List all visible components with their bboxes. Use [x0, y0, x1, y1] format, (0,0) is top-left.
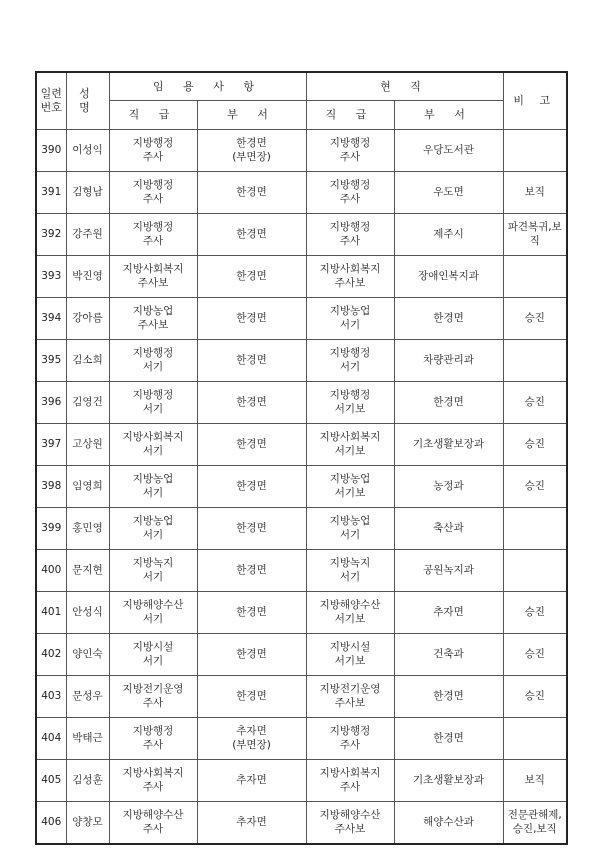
cell-name: 김형남	[66, 172, 109, 214]
col-header-no: 일련 번호	[36, 72, 66, 130]
table-row	[36, 172, 567, 214]
cell-current-dept: 한경면	[394, 298, 503, 340]
cell-current-dept: 한경면	[394, 718, 503, 760]
cell-current-rank: 지방시설 서기보	[306, 634, 394, 676]
cell-name: 문성우	[66, 676, 109, 718]
table-row	[36, 508, 567, 550]
cell-remark: 보직	[503, 760, 567, 802]
cell-name: 박진영	[66, 256, 109, 298]
personnel-table	[35, 71, 568, 845]
cell-remark	[503, 256, 567, 298]
cell-appointment-dept: 추자면	[197, 802, 306, 845]
cell-name: 박태근	[66, 718, 109, 760]
cell-remark: 보직	[503, 172, 567, 214]
cell-no: 390	[36, 130, 66, 172]
cell-appointment-rank: 지방전기운영 주사	[109, 676, 197, 718]
cell-name: 문지현	[66, 550, 109, 592]
cell-name: 양인숙	[66, 634, 109, 676]
cell-current-rank: 지방행정 주사	[306, 718, 394, 760]
cell-current-dept: 추자면	[394, 592, 503, 634]
cell-appointment-rank: 지방사회복지 주사	[109, 760, 197, 802]
cell-current-dept: 한경면	[394, 676, 503, 718]
cell-current-rank: 지방녹지 서기	[306, 550, 394, 592]
cell-no: 404	[36, 718, 66, 760]
cell-no: 406	[36, 802, 66, 845]
cell-no: 400	[36, 550, 66, 592]
table-row	[36, 466, 567, 508]
table-row	[36, 382, 567, 424]
cell-current-rank: 지방사회복지 주사	[306, 760, 394, 802]
col-header-appointment-dept: 부 서	[197, 101, 306, 130]
cell-no: 402	[36, 634, 66, 676]
cell-appointment-dept: 한경면	[197, 256, 306, 298]
cell-no: 401	[36, 592, 66, 634]
cell-current-dept: 축산과	[394, 508, 503, 550]
cell-current-dept: 차량관리과	[394, 340, 503, 382]
cell-no: 393	[36, 256, 66, 298]
table-row	[36, 718, 567, 760]
cell-appointment-rank: 지방농업 서기	[109, 508, 197, 550]
cell-no: 394	[36, 298, 66, 340]
cell-current-rank: 지방농업 서기	[306, 298, 394, 340]
cell-current-rank: 지방사회복지 주사보	[306, 256, 394, 298]
cell-appointment-rank: 지방행정 서기	[109, 340, 197, 382]
cell-current-dept: 농정과	[394, 466, 503, 508]
col-header-current-dept: 부 서	[394, 101, 503, 130]
cell-remark: 승진	[503, 382, 567, 424]
cell-name: 김영건	[66, 382, 109, 424]
cell-no: 397	[36, 424, 66, 466]
cell-appointment-rank: 지방행정 주사	[109, 214, 197, 256]
cell-remark: 승진	[503, 424, 567, 466]
cell-appointment-dept: 한경면	[197, 508, 306, 550]
table-body	[36, 130, 567, 845]
col-header-appointment: 임 용 사 항	[109, 72, 306, 101]
cell-current-dept: 공원녹지과	[394, 550, 503, 592]
cell-remark: 승진	[503, 676, 567, 718]
cell-appointment-rank: 지방행정 서기	[109, 382, 197, 424]
cell-no: 396	[36, 382, 66, 424]
cell-name: 양창모	[66, 802, 109, 845]
cell-appointment-dept: 한경면	[197, 382, 306, 424]
cell-appointment-rank: 지방사회복지 주사보	[109, 256, 197, 298]
cell-appointment-rank: 지방해양수산 서기	[109, 592, 197, 634]
table-row	[36, 760, 567, 802]
cell-no: 391	[36, 172, 66, 214]
cell-name: 강주원	[66, 214, 109, 256]
col-header-appointment-rank: 직 급	[109, 101, 197, 130]
cell-current-rank: 지방농업 서기보	[306, 466, 394, 508]
cell-current-dept: 건축과	[394, 634, 503, 676]
cell-appointment-dept: 한경면	[197, 424, 306, 466]
cell-current-dept: 해양수산과	[394, 802, 503, 845]
cell-appointment-dept: 한경면 (부면장)	[197, 130, 306, 172]
cell-name: 홍민영	[66, 508, 109, 550]
cell-current-rank: 지방행정 서기보	[306, 382, 394, 424]
cell-current-rank: 지방행정 주사	[306, 214, 394, 256]
table-row	[36, 802, 567, 845]
col-header-name: 성 명	[66, 72, 109, 130]
cell-current-dept: 우도면	[394, 172, 503, 214]
table-row	[36, 298, 567, 340]
col-header-current: 현 직	[306, 72, 503, 101]
table-row	[36, 592, 567, 634]
cell-appointment-rank: 지방시설 서기	[109, 634, 197, 676]
cell-name: 김성훈	[66, 760, 109, 802]
cell-no: 398	[36, 466, 66, 508]
cell-appointment-dept: 추자면	[197, 760, 306, 802]
cell-appointment-dept: 한경면	[197, 592, 306, 634]
cell-no: 392	[36, 214, 66, 256]
cell-current-dept: 기초생활보장과	[394, 760, 503, 802]
table-row	[36, 676, 567, 718]
table-row	[36, 214, 567, 256]
cell-current-rank: 지방해양수산 서기보	[306, 592, 394, 634]
cell-remark: 승진	[503, 298, 567, 340]
cell-appointment-dept: 한경면	[197, 634, 306, 676]
table-row	[36, 130, 567, 172]
table-row	[36, 256, 567, 298]
cell-current-dept: 한경면	[394, 382, 503, 424]
cell-appointment-rank: 지방농업 서기	[109, 466, 197, 508]
cell-appointment-rank: 지방행정 주사	[109, 718, 197, 760]
cell-no: 399	[36, 508, 66, 550]
table-row	[36, 340, 567, 382]
cell-remark: 승진	[503, 634, 567, 676]
cell-current-rank: 지방전기운영 주사보	[306, 676, 394, 718]
cell-name: 임영희	[66, 466, 109, 508]
cell-appointment-dept: 한경면	[197, 214, 306, 256]
table-row	[36, 634, 567, 676]
cell-appointment-dept: 한경면	[197, 172, 306, 214]
cell-appointment-dept: 한경면	[197, 340, 306, 382]
cell-remark	[503, 130, 567, 172]
table-row	[36, 424, 567, 466]
cell-appointment-dept: 한경면	[197, 466, 306, 508]
cell-remark: 전문관해제, 승진,보직	[503, 802, 567, 845]
cell-current-dept: 우당도서관	[394, 130, 503, 172]
cell-appointment-rank: 지방행정 주사	[109, 130, 197, 172]
cell-current-rank: 지방농업 서기	[306, 508, 394, 550]
cell-current-dept: 기초생활보장과	[394, 424, 503, 466]
cell-name: 김소희	[66, 340, 109, 382]
cell-appointment-dept: 추자면 (부면장)	[197, 718, 306, 760]
cell-current-rank: 지방행정 주사	[306, 130, 394, 172]
cell-remark: 승진	[503, 466, 567, 508]
cell-remark	[503, 718, 567, 760]
cell-appointment-dept: 한경면	[197, 550, 306, 592]
cell-current-rank: 지방사회복지 서기보	[306, 424, 394, 466]
cell-remark	[503, 550, 567, 592]
cell-no: 403	[36, 676, 66, 718]
cell-remark	[503, 340, 567, 382]
cell-remark: 파견복귀,보직	[503, 214, 567, 256]
cell-no: 405	[36, 760, 66, 802]
cell-remark: 승진	[503, 592, 567, 634]
cell-appointment-rank: 지방사회복지 서기	[109, 424, 197, 466]
cell-remark	[503, 508, 567, 550]
cell-name: 이성익	[66, 130, 109, 172]
cell-name: 안성식	[66, 592, 109, 634]
table-row	[36, 550, 567, 592]
cell-appointment-rank: 지방농업 주사보	[109, 298, 197, 340]
cell-current-rank: 지방행정 주사	[306, 172, 394, 214]
cell-appointment-rank: 지방해양수산 주사	[109, 802, 197, 845]
cell-current-dept: 장애인복지과	[394, 256, 503, 298]
cell-no: 395	[36, 340, 66, 382]
cell-appointment-dept: 한경면	[197, 298, 306, 340]
cell-current-dept: 제주시	[394, 214, 503, 256]
cell-appointment-rank: 지방행정 주사	[109, 172, 197, 214]
cell-name: 고상원	[66, 424, 109, 466]
col-header-current-rank: 직 급	[306, 101, 394, 130]
cell-name: 강아름	[66, 298, 109, 340]
cell-appointment-dept: 한경면	[197, 676, 306, 718]
cell-current-rank: 지방해양수산 주사보	[306, 802, 394, 845]
col-header-remark: 비 고	[503, 72, 567, 130]
cell-appointment-rank: 지방녹지 서기	[109, 550, 197, 592]
cell-current-rank: 지방행정 서기	[306, 340, 394, 382]
